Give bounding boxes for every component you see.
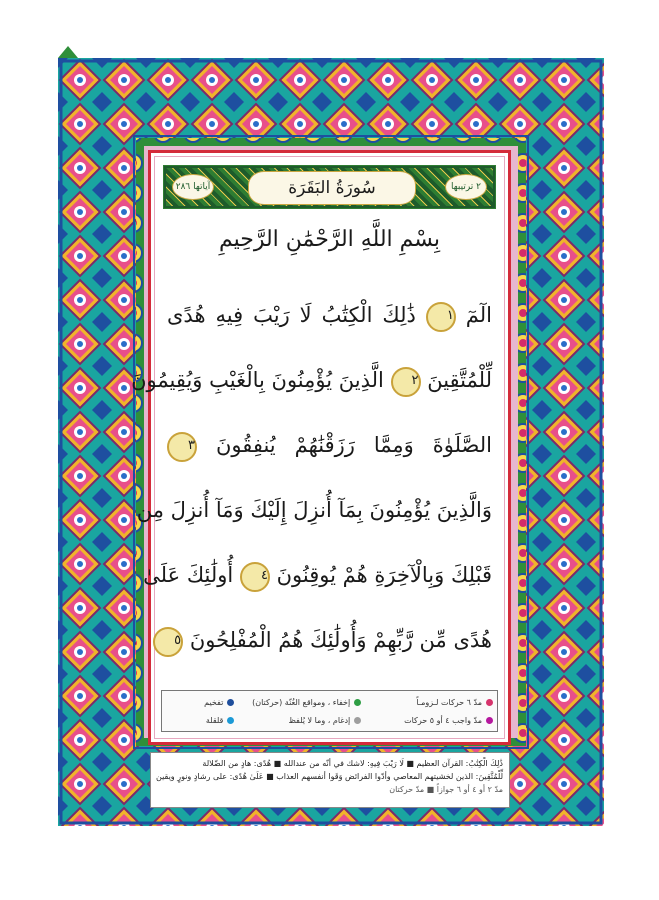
color-dot-icon [486, 717, 493, 724]
verse-line [167, 608, 492, 673]
ayah-marker: ٤ [240, 562, 270, 592]
ayah-marker: ٥ [153, 627, 183, 657]
verse-count-badge: آياتها ٢٨٦ [172, 174, 214, 200]
legend-item: مدّ ٦ حركات لـزومـاً [361, 693, 493, 711]
legend-item: تفخيم [166, 693, 234, 711]
verse-text: أُولَٰئِكَ عَلَىٰ [143, 563, 234, 587]
verse-text: قَبْلِكَ وَبِالْآخِرَةِ هُمْ يُوقِنُونَ [276, 563, 492, 587]
tajweed-legend [161, 690, 498, 732]
verse-text: هُدًى مِّن رَّبِّهِمْ وَأُولَٰئِكَ هُمُ الْمُفْلِحُونَ [189, 628, 492, 652]
surah-title-cartouche [248, 171, 416, 205]
verse-text: الصَّلَوٰةَ وَمِمَّا رَزَقْنَٰهُمْ يُنفِقُونَ [215, 433, 492, 457]
verse-text: الٓمٓ [465, 303, 492, 327]
verse-line [143, 543, 492, 608]
verse-line [167, 413, 492, 478]
verse-line [131, 348, 492, 413]
ayah-marker: ١ [426, 302, 456, 332]
ayah-marker: ٣ [167, 432, 197, 462]
legend-item: مدّ واجب ٤ أو ٥ حركات [361, 711, 493, 729]
color-dot-icon [354, 699, 361, 706]
verse-text: الَّذِينَ يُؤْمِنُونَ بِالْغَيْبِ وَيُقِيمُونَ [131, 368, 384, 392]
verse-line [167, 283, 492, 348]
legend-item: قلقلة [166, 711, 234, 729]
verse-text: لِّلْمُتَّقِينَ [427, 368, 492, 392]
color-dot-icon [486, 699, 493, 706]
color-dot-icon [227, 699, 234, 706]
glossary-box [150, 752, 510, 808]
ayah-marker: ٢ [391, 367, 421, 397]
legend-item: إدغام ، وما لا يُلفظ [234, 711, 361, 729]
quran-page [131, 150, 511, 745]
glossary-line: ذَٰلِكَ الْكِتَٰبُ: القرآن العظيم ■ لَا رَيْبَ فِيهِ: لاشك في أنّه من عندالله ■ هُدًى: هادٍ من الضّلالة [202, 759, 503, 768]
verse-line [136, 478, 492, 543]
surah-number-badge: ٢ ترتيبها [445, 174, 487, 200]
verses-block [131, 283, 492, 673]
surah-title: سُورَةُ البَقَرَة [288, 178, 376, 198]
color-dot-icon [227, 717, 234, 724]
color-dot-icon [354, 717, 361, 724]
verse-text: ذَٰلِكَ الْكِتَٰبُ لَا رَيْبَ فِيهِ هُدًى [167, 303, 416, 327]
basmala: بِسْمِ اللَّهِ الرَّحْمَٰنِ الرَّحِيمِ [218, 227, 441, 252]
glossary-line: مدّ ٢ أو ٤ أو ٦ جوازاً ■ مدّ حركتان [389, 785, 503, 794]
surah-header [163, 165, 496, 209]
verse-text: وَالَّذِينَ يُؤْمِنُونَ بِمَآ أُنزِلَ إِلَيْكَ وَمَآ أُنزِلَ مِن [136, 498, 492, 522]
legend-item: إخفاء ، ومواقع الغُنّة (حركتان) [234, 693, 361, 711]
glossary-line: لِّلْمُتَّقِينَ: الذين لخشيتهم المعاصي وأدّوا الفرائض وَقَوا أنفسهم العذاب ■ عَلَىٰ هُدًى: على رشادٍ ونورٍ ويقين [156, 772, 503, 781]
